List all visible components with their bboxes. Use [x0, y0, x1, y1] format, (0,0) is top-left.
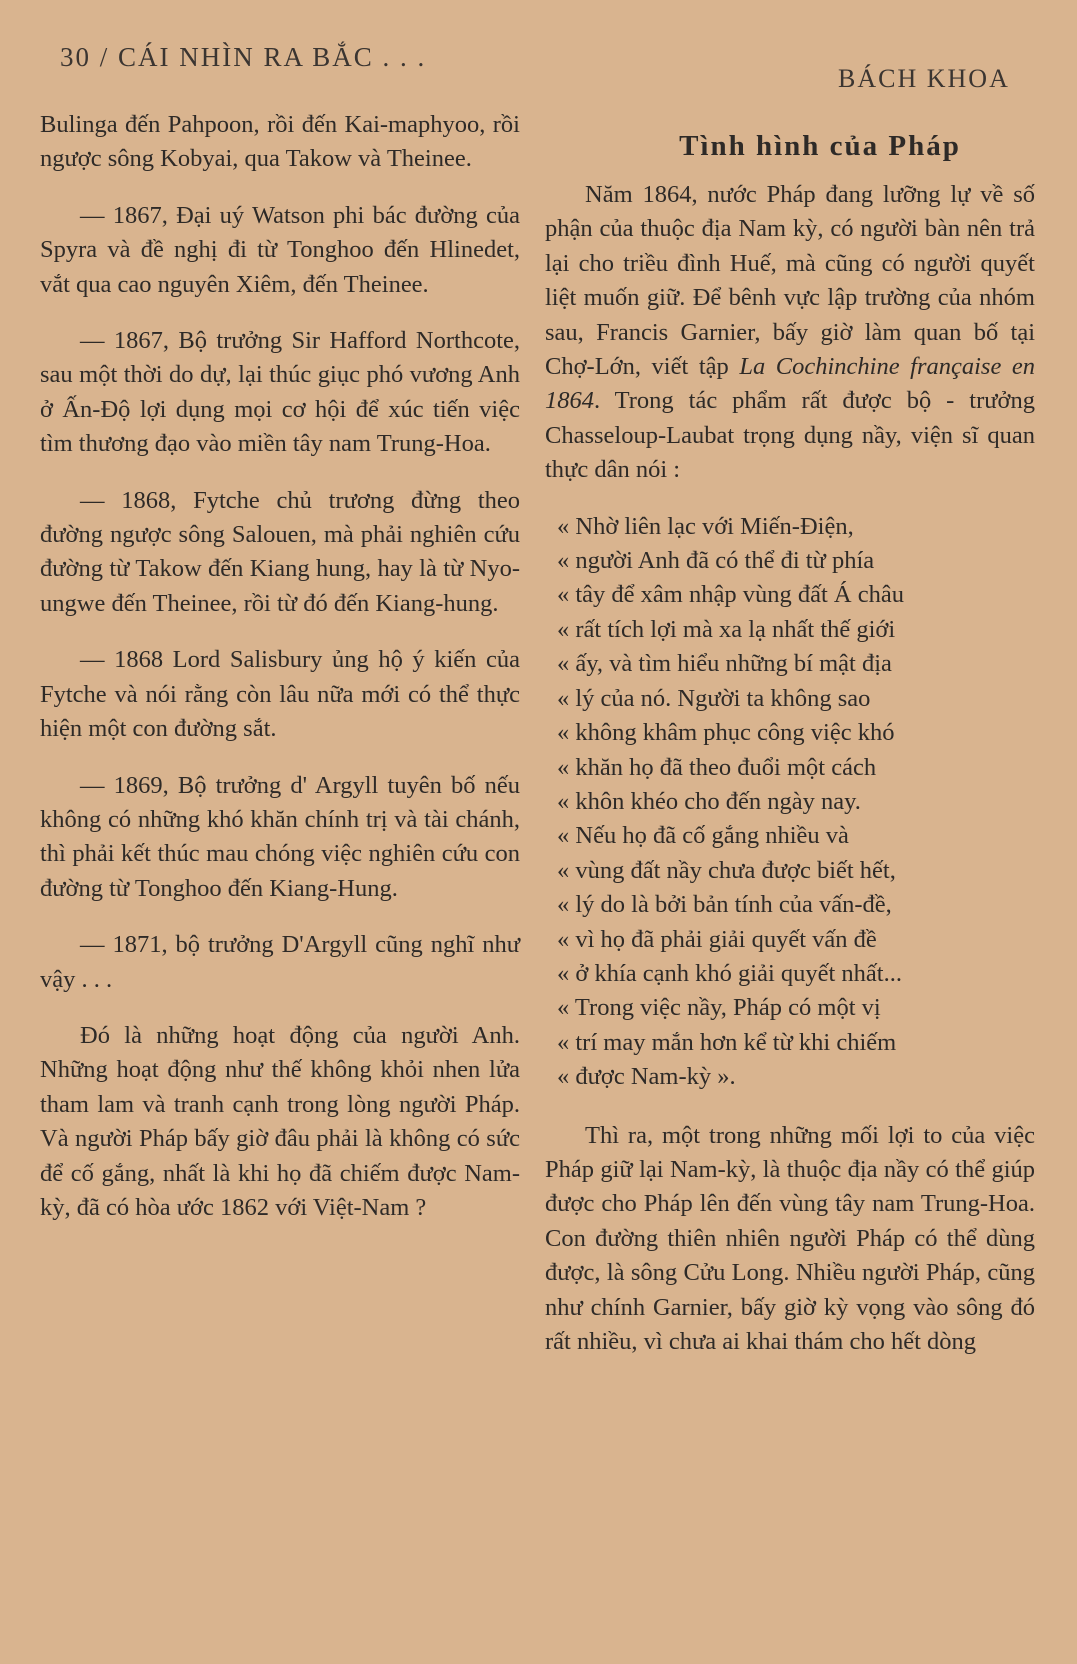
quote-line: « lý do là bởi bản tính của vấn-đề, [557, 891, 892, 919]
quote-line: « không khâm phục công việc khó [557, 719, 895, 747]
quote-line: « rất tích lợi mà xa lạ nhất thế giới [557, 615, 896, 643]
right-column [545, 126, 1035, 1381]
quote-line: « vì họ đã phải giải quyết vấn đề [557, 925, 877, 953]
quote-line: « ở khía cạnh khó giải quyết nhất... [557, 959, 902, 987]
paragraph: — 1868, Fytche chủ trương đừng theo đường ngược sông Salouen, mà phải nghiên cứu đường từ Takow đến Kiang hung, hay là từ Nyo-ungwe đến Theinee, rồi từ đó đến Kiang-hung. [40, 486, 520, 617]
quote-line: « khôn khéo cho đến ngày nay. [557, 787, 861, 815]
paragraph: Thì ra, một trong những mối lợi to của việc Pháp giữ lại Nam-kỳ, là thuộc địa nầy có thể giúp được cho Pháp lên đến vùng tây nam Trung-Hoa. Con đường thiên nhiên người Pháp có thể dùng được, là sông Cửu Long. Nhiều người Pháp, cũng như chính Garnier, bấy giờ kỳ vọng vào sông đó rất nhiều, vì chưa ai khai thám cho hết dòng [545, 1121, 1035, 1355]
quote-line: « Trong việc nầy, Pháp có một vị [557, 994, 881, 1022]
paragraph: — 1867, Bộ trưởng Sir Hafford Northcote, sau một thời do dự, lại thúc giục phó vương Anh ở Ấn-Độ lợi dụng mọi cơ hội để xúc tiến việc tìm thương đạo vào miền tây nam Trung-Hoa. [40, 327, 520, 458]
quote-line: « Nhờ liên lạc với Miến-Điện, [557, 512, 854, 540]
quote-line: « ấy, và tìm hiểu những bí mật địa [557, 650, 892, 678]
paragraph: — 1868 Lord Salisbury ủng hộ ý kiến của Fytche và nói rằng còn lâu nữa mới có thể thực hiện một con đường sắt. [40, 646, 520, 743]
running-header-left: 30 / CÁI NHÌN RA BẮC . . . [60, 42, 427, 72]
paragraph-text: . Trong tác phẩm rất được bộ - trưởng Chasseloup-Laubat trọng dụng nầy, viện sĩ quan thực dân nói : [545, 387, 1035, 484]
quotation [545, 510, 1035, 1095]
quote-line: « Nếu họ đã cố gắng nhiều và [557, 822, 849, 850]
paragraph-text: Năm 1864, nước Pháp đang lưỡng lự về số phận của thuộc địa Nam kỳ, có người bàn nên trả lại cho triều đình Huế, mà cũng có người quyết liệt muốn giữ. Để bênh vực lập trường của nhóm sau, Francis Garnier, bấy giờ làm quan bố tại Chợ-Lớn, viết tập [545, 181, 1035, 381]
paragraph: — 1869, Bộ trưởng d' Argyll tuyên bố nếu không có những khó khăn chính trị và tài chánh, thì phải kết thúc mau chóng việc nghiên cứu con đường từ Tonghoo đến Kiang-Hung. [40, 771, 520, 902]
quote-line: « khăn họ đã theo đuổi một cách [557, 753, 877, 781]
left-column [40, 108, 520, 1247]
quote-line: « tây để xâm nhập vùng đất Á châu [557, 581, 904, 609]
quote-line: « vùng đất nầy chưa được biết hết, [557, 856, 896, 884]
paragraph: — 1867, Đại uý Watson phi bác đường của Spyra và đề nghị đi từ Tonghoo đến Hlinedet, vắt qua cao nguyên Xiêm, đến Theinee. [40, 201, 520, 298]
book-title: La Cochinchine française en 1864 [545, 353, 1035, 415]
paragraph [545, 178, 1035, 488]
running-header-right: BÁCH KHOA [838, 64, 1010, 93]
paragraph: — 1871, bộ trưởng D'Argyll cũng nghĩ như vậy . . . [40, 931, 520, 993]
quote-line: « trí may mắn hơn kể từ khi chiếm [557, 1028, 897, 1056]
paragraph: Đó là những hoạt động của người Anh. Những hoạt động như thế không khỏi nhen lửa tham lam và tranh cạnh trong lòng người Pháp. Và người Pháp bấy giờ đâu phải là không có sức để cố gắng, nhất là khi họ đã chiếm được Nam-kỳ, đã có hòa ước 1862 với Việt-Nam ? [40, 1021, 520, 1221]
quote-line: « lý của nó. Người ta không sao [557, 684, 871, 712]
section-title: Tình hình của Pháp [679, 130, 961, 162]
quote-line: « được Nam-kỳ ». [557, 1063, 736, 1091]
quote-line: « người Anh đã có thể đi từ phía [557, 547, 875, 575]
paragraph: Bulinga đến Pahpoon, rồi đến Kai-maphyoo, rồi ngược sông Kobyai, qua Takow và Theinee. [40, 111, 520, 173]
